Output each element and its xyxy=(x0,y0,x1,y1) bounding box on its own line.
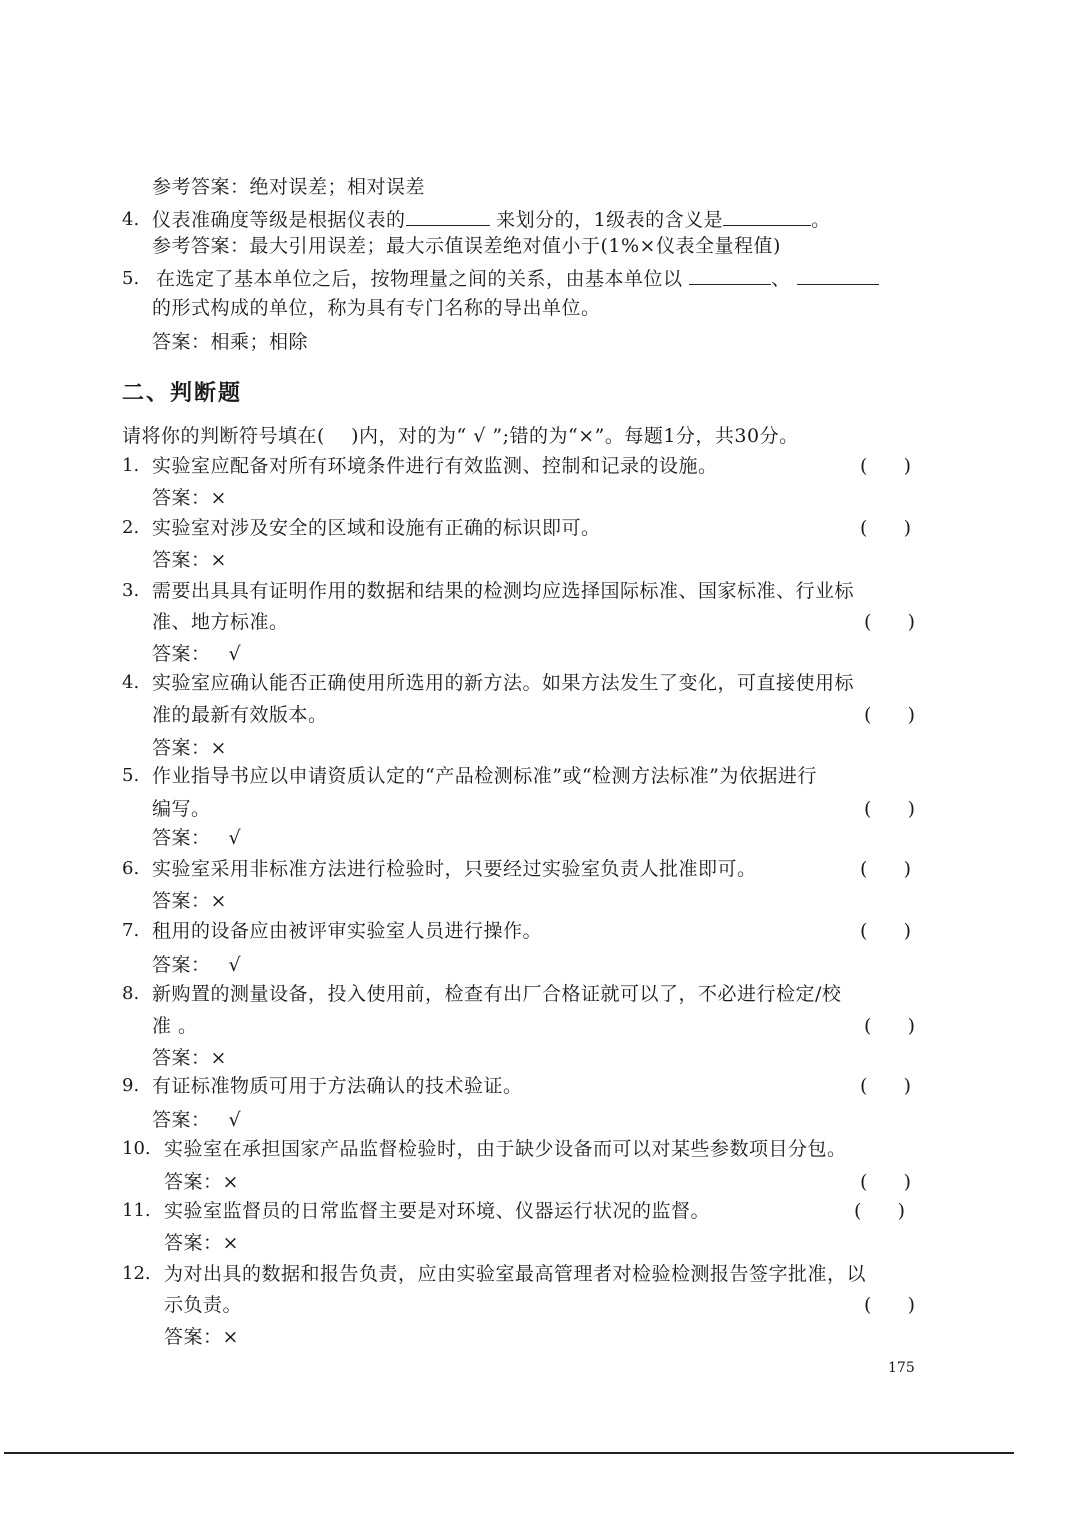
question-number: 4. xyxy=(122,672,140,693)
question-text: 实验室监督员的日常监督主要是对环境、仪器运行状况的监督。 xyxy=(164,1200,711,1222)
answer-label: 答案： xyxy=(152,643,211,665)
answer-line xyxy=(152,825,241,851)
question-number: 8. xyxy=(122,983,140,1004)
q5-answer: 答案：相乘；相除 xyxy=(152,331,309,353)
answer-parentheses[interactable]: ( ) xyxy=(860,858,912,880)
cross-mark: × xyxy=(210,890,227,912)
cross-mark: × xyxy=(210,549,227,571)
answer-line xyxy=(152,888,227,914)
answer-label: 答案： xyxy=(152,549,211,571)
check-mark: √ xyxy=(228,954,242,976)
answer-line xyxy=(152,1107,241,1133)
question-number: 2. xyxy=(122,517,140,538)
question-text: 实验室应配备对所有环境条件进行有效监测、控制和记录的设施。 xyxy=(152,455,718,477)
q5-blank-1[interactable] xyxy=(689,266,771,285)
answer-parentheses[interactable]: ( ) xyxy=(860,920,912,942)
answer-parentheses[interactable]: ( ) xyxy=(864,1294,916,1316)
answer-line xyxy=(164,1324,239,1350)
answer-line xyxy=(152,1045,227,1071)
cross-mark: × xyxy=(222,1326,239,1348)
question-number: 7. xyxy=(122,920,140,941)
answer-parentheses[interactable]: ( ) xyxy=(864,704,916,726)
answer-line xyxy=(152,485,227,511)
answer-label: 答案： xyxy=(152,827,211,849)
answer-parentheses[interactable]: ( ) xyxy=(860,455,912,477)
answer-parentheses[interactable]: ( ) xyxy=(864,611,916,633)
check-mark: √ xyxy=(228,1109,242,1131)
check-mark: √ xyxy=(228,643,242,665)
question-number: 12. xyxy=(122,1263,151,1284)
question-text: 实验室对涉及安全的区域和设施有正确的标识即可。 xyxy=(152,517,601,539)
q4-text: 仪表准确度等级是根据仪表的 来划分的，1级表的含义是 。 xyxy=(152,209,831,231)
cross-mark: × xyxy=(222,1232,239,1254)
answer-label: 答案： xyxy=(152,954,211,976)
question-text: 实验室应确认能否正确使用所选用的新方法。如果方法发生了变化，可直接使用标 xyxy=(152,672,855,694)
answer-line xyxy=(152,547,227,573)
question-number: 11. xyxy=(122,1200,151,1221)
answer-parentheses[interactable]: ( ) xyxy=(860,1171,912,1193)
question-number: 3. xyxy=(122,580,140,601)
question-text: 租用的设备应由被评审实验室人员进行操作。 xyxy=(152,920,543,942)
instruction: 请将你的判断符号填在( )内，对的为“ √ ”;错的为“×”。每题1分，共30分。 xyxy=(122,425,799,447)
q4-blank-1[interactable] xyxy=(406,207,490,226)
q4-number: 4. xyxy=(122,209,140,230)
answer-line xyxy=(152,641,241,667)
question-text-continued: 准 。 xyxy=(152,1015,198,1037)
answer-line xyxy=(152,952,241,978)
q3-answer: 参考答案：绝对误差；相对误差 xyxy=(152,176,426,198)
q4-answer: 参考答案：最大引用误差；最大示值误差绝对值小于(1%×仪表全量程值) xyxy=(152,235,781,257)
answer-label: 答案： xyxy=(164,1232,223,1254)
question-number: 10. xyxy=(122,1138,151,1159)
question-text: 需要出具具有证明作用的数据和结果的检测均应选择国际标准、国家标准、行业标 xyxy=(152,580,855,602)
cross-mark: × xyxy=(210,737,227,759)
question-text: 作业指导书应以申请资质认定的“产品检测标准”或“检测方法标准”为依据进行 xyxy=(152,765,817,787)
question-number: 9. xyxy=(122,1075,140,1096)
answer-parentheses[interactable]: ( ) xyxy=(860,1075,912,1097)
question-text-continued: 编写。 xyxy=(152,798,211,820)
q5-text-line1: 在选定了基本单位之后，按物理量之间的关系，由基本单位以 、 xyxy=(156,266,879,292)
answer-label: 答案： xyxy=(152,1047,211,1069)
question-text: 为对出具的数据和报告负责，应由实验室最高管理者对检验检测报告签字批准，以 xyxy=(164,1263,867,1285)
answer-parentheses[interactable]: ( ) xyxy=(864,798,916,820)
question-number: 6. xyxy=(122,858,140,879)
answer-line xyxy=(164,1169,239,1195)
question-number: 1. xyxy=(122,455,140,476)
answer-label: 答案： xyxy=(164,1326,223,1348)
question-number: 5. xyxy=(122,765,140,786)
page-number: 175 xyxy=(888,1360,915,1376)
q5-number: 5. xyxy=(122,268,140,289)
answer-label: 答案： xyxy=(152,1109,211,1131)
footer-rule xyxy=(4,1452,1014,1454)
answer-parentheses[interactable]: ( ) xyxy=(854,1200,906,1222)
cross-mark: × xyxy=(222,1171,239,1193)
answer-label: 答案： xyxy=(164,1171,223,1193)
check-mark: √ xyxy=(228,827,242,849)
q5-blank-2[interactable] xyxy=(797,266,879,285)
section-title: 二、判断题 xyxy=(122,381,243,406)
question-text: 实验室采用非标准方法进行检验时，只要经过实验室负责人批准即可。 xyxy=(152,858,757,880)
question-text-continued: 示负责。 xyxy=(164,1294,243,1316)
cross-mark: × xyxy=(210,1047,227,1069)
question-text: 实验室在承担国家产品监督检验时，由于缺少设备而可以对某些参数项目分包。 xyxy=(164,1138,847,1160)
answer-label: 答案： xyxy=(152,487,211,509)
question-text: 有证标准物质可用于方法确认的技术验证。 xyxy=(152,1075,523,1097)
cross-mark: × xyxy=(210,487,227,509)
answer-line xyxy=(164,1230,239,1256)
question-text-continued: 准的最新有效版本。 xyxy=(152,704,328,726)
q5-text-line2: 的形式构成的单位，称为具有专门名称的导出单位。 xyxy=(152,297,601,319)
answer-line xyxy=(152,735,227,761)
answer-label: 答案： xyxy=(152,737,211,759)
q4-blank-2[interactable] xyxy=(723,207,811,226)
answer-parentheses[interactable]: ( ) xyxy=(860,517,912,539)
answer-label: 答案： xyxy=(152,890,211,912)
answer-parentheses[interactable]: ( ) xyxy=(864,1015,916,1037)
question-text-continued: 准、地方标准。 xyxy=(152,611,289,633)
question-text: 新购置的测量设备，投入使用前，检查有出厂合格证就可以了，不必进行检定/校 xyxy=(152,983,842,1005)
